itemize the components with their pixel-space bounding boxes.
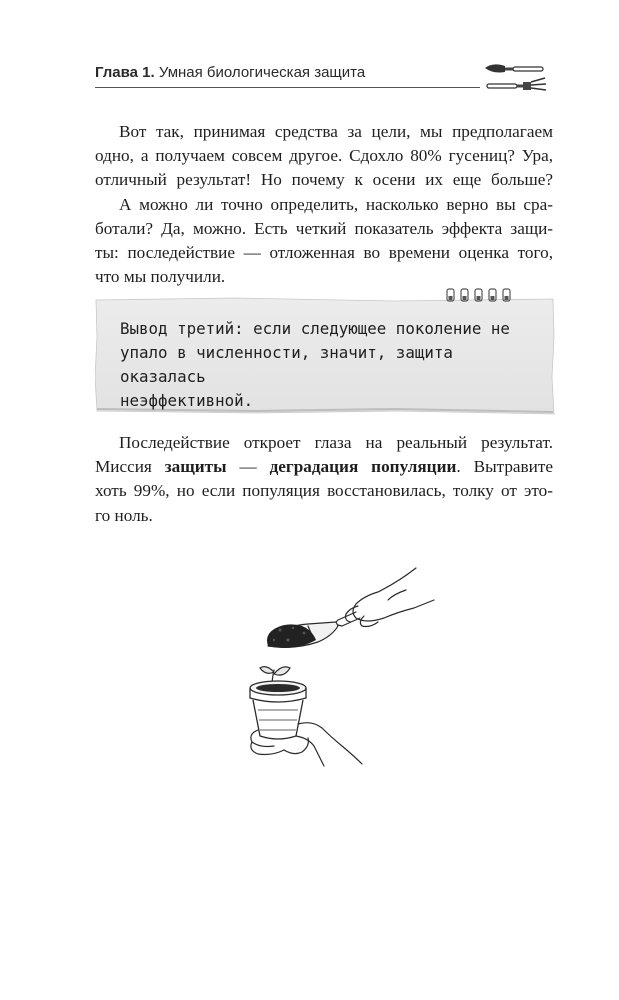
- conclusion-note: [95, 297, 555, 415]
- emphasis-degradation: деградация популяции: [269, 457, 457, 477]
- text-run: —: [226, 457, 270, 477]
- text-line: отличный результат! Но почему к осени их еще больше?: [95, 170, 553, 190]
- garden-tools-icon: [483, 60, 553, 94]
- body-text-bottom: [95, 431, 553, 528]
- note-line: Вывод третий: если следующее поколение не: [120, 319, 510, 338]
- note-line: неэффективной.: [120, 391, 254, 410]
- text-line: ты: последействие — отложенная во времени оценка того,: [95, 243, 553, 263]
- text-line: А можно ли точно определить, насколько верно вы сра-: [119, 194, 553, 214]
- chapter-heading: [95, 64, 365, 81]
- text-line: Последействие откроет глаза на реальный результат.: [119, 433, 553, 452]
- hands-trowel-pot-seedling-icon: [238, 560, 438, 775]
- paragraph-2: [95, 193, 553, 290]
- text-run: Миссия: [95, 457, 165, 477]
- text-line: хоть 99%, но если популяция восстановилась, толку от это-: [95, 481, 553, 501]
- text-line: одно, а получаем совсем другое. Сдохло 80% гусениц? Ура,: [95, 146, 553, 166]
- paragraph-1: [95, 120, 553, 193]
- note-text: [120, 317, 530, 413]
- spiral-rings-icon: [445, 287, 525, 307]
- running-header: [95, 60, 565, 96]
- body-text-top: [95, 120, 553, 289]
- text-line: ботали? Да, можно. Есть четкий показатель эффекта защи-: [95, 218, 553, 238]
- text-line-mixed: [95, 455, 553, 479]
- text-line: что мы получили.: [95, 267, 226, 287]
- text-run: . Вытравите: [456, 457, 554, 477]
- header-rule: [95, 87, 480, 88]
- note-line: упало в численности, значит, защита оказалась: [120, 343, 453, 386]
- emphasis-protection: защиты: [164, 457, 227, 477]
- text-line: Вот так, принимая средства за цели, мы предполагаем: [119, 122, 553, 141]
- text-line: го ноль.: [95, 505, 153, 525]
- chapter-title: Умная биологическая защита: [158, 64, 366, 81]
- paragraph-3: [95, 431, 553, 528]
- chapter-label: Глава 1.: [95, 64, 155, 81]
